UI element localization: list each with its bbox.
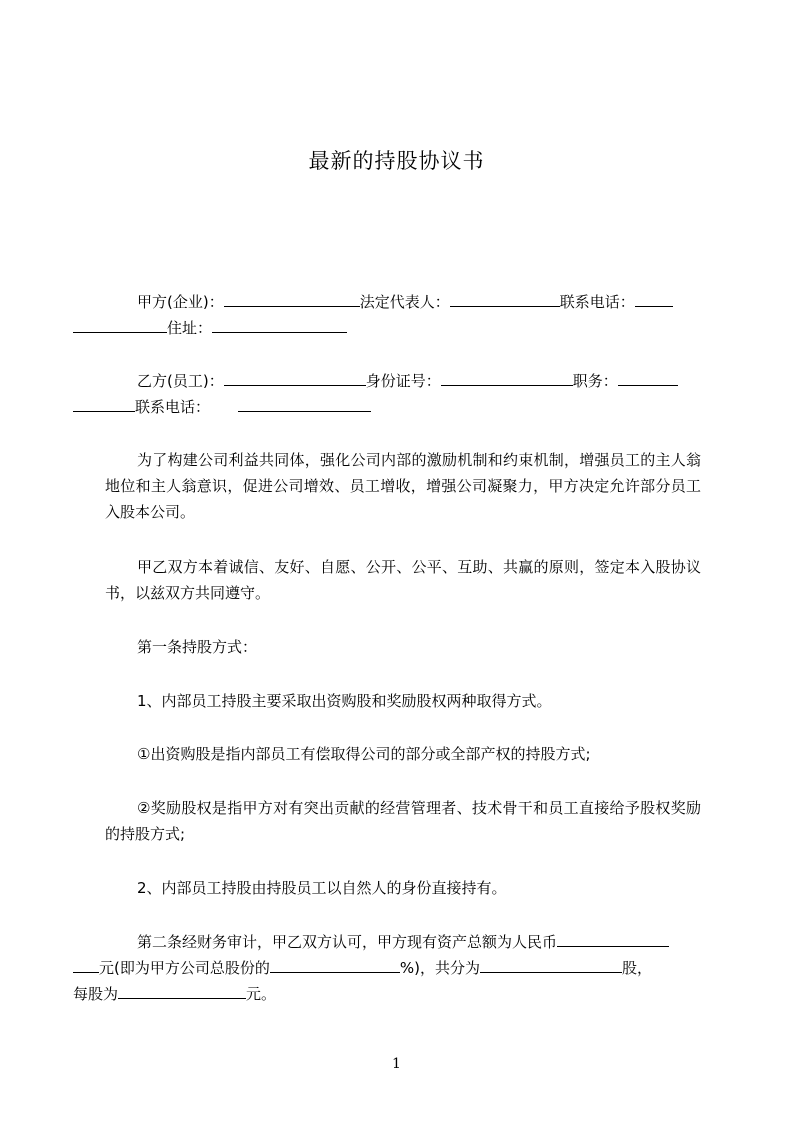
party-b-block [105, 368, 701, 420]
page-number: 1 [392, 1056, 401, 1072]
article-1-item-1a: ①出资购股是指内部员工有偿取得公司的部分或全部产权的持股方式; [137, 745, 591, 763]
article-2-text-2: 元(即为甲方公司总股份的 [99, 959, 270, 977]
party-a-phone-blank-cont [73, 317, 167, 333]
article-2-text-6: 元。 [246, 985, 277, 1003]
party-a-label: 甲方(企业)： [137, 293, 224, 311]
party-a-address-label: 住址： [167, 319, 213, 337]
id-number-blank [441, 370, 573, 386]
party-a-phone-blank [635, 291, 673, 307]
total-assets-blank [557, 931, 669, 947]
party-a-phone-label: 联系电话： [559, 293, 635, 311]
share-count-blank [480, 957, 622, 973]
intro-paragraph-1: 为了构建公司利益共同体，强化公司内部的激励机制和约束机制，增强员工的主人翁地位和主人翁意识，促进公司增效、员工增收，增强公司凝聚力，甲方决定允许部分员工入股本公司。 [105, 451, 701, 521]
position-blank-cont [73, 396, 135, 412]
party-b-phone-label: 联系电话： [135, 398, 211, 416]
article-1-item-1: 1、内部员工持股主要采取出资购股和奖励股权两种取得方式。 [137, 692, 552, 710]
article-2-text-3: %)，共分为 [399, 959, 480, 977]
legal-rep-blank [450, 291, 560, 307]
article-2-text-4: 股， [621, 959, 652, 977]
article-1-title: 第一条持股方式： [137, 638, 258, 656]
price-per-share-blank [118, 983, 246, 999]
position-blank [618, 370, 678, 386]
position-label: 职务： [572, 372, 618, 390]
article-2-text-5: 每股为 [73, 985, 119, 1003]
party-b-phone-blank [238, 396, 371, 412]
article-1-item-1b: ②奖励股权是指甲方对有突出贡献的经营管理者、技术骨干和员工直接给予股权奖励的持股方式; [105, 799, 701, 843]
party-a-address-blank [212, 317, 347, 333]
id-number-label: 身份证号： [365, 372, 441, 390]
article-2-paragraph [73, 929, 701, 1007]
share-percent-blank [270, 957, 400, 973]
document-title: 最新的持股协议书 [308, 149, 485, 173]
article-1-item-2: 2、内部员工持股由持股员工以自然人的身份直接持有。 [137, 879, 507, 897]
legal-rep-label: 法定代表人： [359, 293, 450, 311]
party-b-name-blank [224, 370, 366, 386]
party-b-label: 乙方(员工)： [137, 372, 224, 390]
intro-paragraph-2: 甲乙双方本着诚信、友好、自愿、公开、公平、互助、共赢的原则，签定本入股协议书，以兹双方共同遵守。 [105, 558, 701, 602]
total-assets-blank-cont [73, 957, 99, 973]
party-a-name-blank [224, 291, 360, 307]
party-a-block [105, 289, 701, 341]
article-2-text-1: 第二条经财务审计，甲乙双方认可，甲方现有资产总额为人民币 [137, 933, 558, 951]
